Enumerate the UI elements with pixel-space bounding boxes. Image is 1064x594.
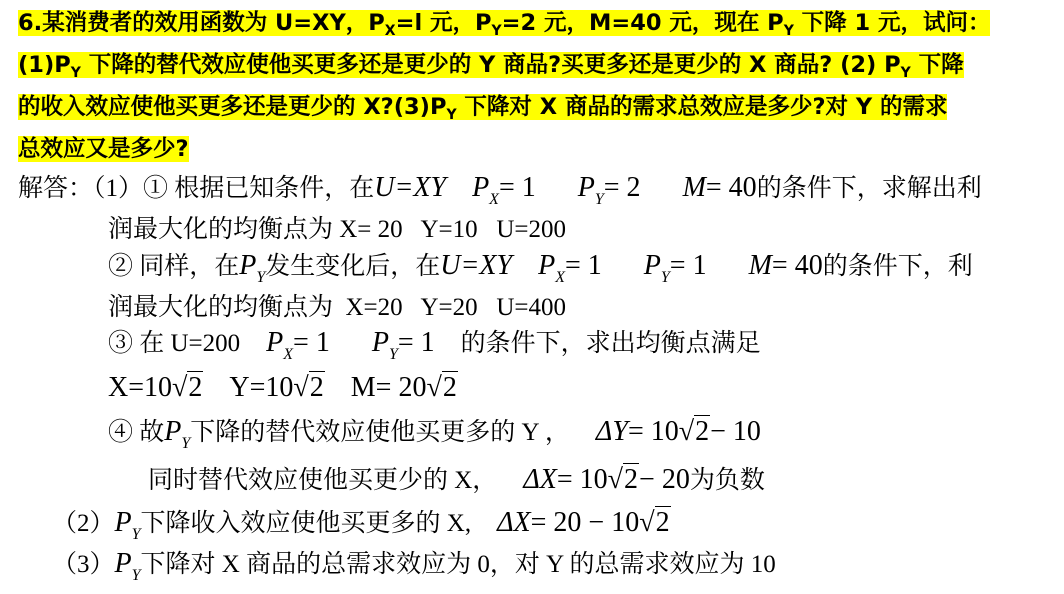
sqrt-symbol: √2 — [607, 464, 639, 495]
answer-line-9: $(2)P_Y$下降收入效应使他买更多的 X, ΔX= 20 − 10√2 — [52, 507, 670, 543]
answer-line-3: ② 同样，在$P_Y$发生变化后，在U=XY $P_X= 1$ $P_Y= 1$ M= 40的条件下，利 — [108, 250, 973, 286]
answer-line-8: 同时替代效应使他买更少的 X， ΔX= 10√2− 20为负数 — [148, 462, 765, 499]
answer-line-10: $(3)P_Y$下降对 X 商品的总需求效应为 0，对 Y 的总需求效应为 10 — [52, 548, 776, 584]
answer-line-7: ④ 故$P_Y$下降的替代效应使他买更多的 Y ， ΔY= 10√2− 10 — [108, 416, 761, 452]
sqrt-symbol: √2 — [678, 416, 710, 447]
question-text — [18, 6, 1048, 166]
sqrt-symbol: √2 — [639, 507, 670, 538]
sqrt-symbol: √2 — [426, 372, 457, 403]
sqrt-symbol: √2 — [172, 372, 203, 403]
answer-line-1: 解答：（1）① 根据已知条件，在U=XY $P_X= 1$ $P_Y= 2$ M= 40的条件下，求解出利 — [18, 172, 982, 208]
answer-line-6: X=10√2 Y=10√2 M= 20√2 — [108, 370, 458, 407]
answer-line-5: ③ 在 U=200 $P_X= 1$ $P_Y= 1$ 的条件下，求出均衡点满足 — [108, 327, 761, 363]
answer-line-4: 润最大化的均衡点为 X=20 Y=20 U=400 — [108, 294, 567, 321]
sqrt-symbol: √2 — [293, 372, 324, 403]
answer-line-2: 润最大化的均衡点为 X= 20 Y=10 U=200 — [108, 216, 567, 243]
question-highlight: 6.某消费者的效用函数为 U=XY，$P_X=l$ 元，$P_Y=2$ 元，M=40 元，现在 $P_Y$ 下降 1 元，试问： $(1)P_Y$ 下降的替代效应使他买更多还是更少的 Y 商品?买更多还是更少的 X 商品? (2) $P_Y$ 下降 的收入效应使他买更多还是更少的 $X?(3)P_Y$ 下降对 X 商品的需求总效应是多少?对 Y 的需求 总效应又是多少? — [18, 10, 991, 162]
